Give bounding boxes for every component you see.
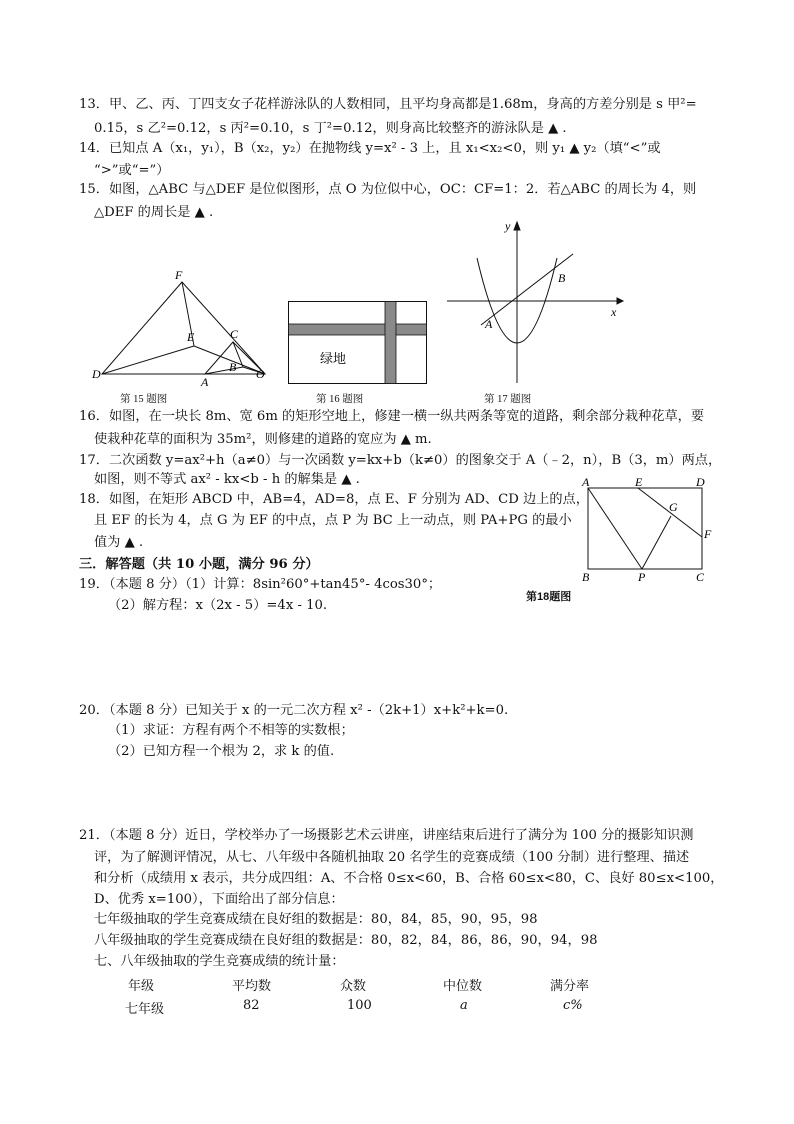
table-header-mode: 众数 (340, 979, 367, 994)
line-ab (481, 254, 573, 325)
q16-line2: 使栽种花草的面积为 35m²，则修建的道路的宽应为 ▲ m. (94, 432, 432, 447)
section-3-heading: 三．解答题（共 10 小题，满分 96 分） (79, 557, 319, 572)
label-f: F (704, 527, 712, 541)
label-e: E (187, 330, 195, 344)
q15-line1: 15．如图，△ABC 与△DEF 是位似图形，点 O 为位似中心，OC：CF=1：2．若△ABC 的周长为 4，则 (79, 182, 697, 197)
figure-15 (90, 262, 270, 392)
label-e: E (635, 475, 643, 489)
label-d: D (92, 367, 101, 381)
label-g: G (669, 500, 678, 514)
q21-line3: 和分析（成绩用 x 表示，共分成四组：A、不合格 0≤x<60，B、合格 60≤x<80，C、良好 80≤x<100， (94, 871, 724, 886)
q21-line7: 七、八年级抽取的学生竞赛成绩的统计量： (94, 954, 345, 969)
q20-line1: 20．（本题 8 分）已知关于 x 的一元二次方程 x² -（2k+1）x+k²+k=0. (79, 703, 509, 718)
label-p: P (638, 570, 646, 584)
fig18-caption: 第18题图 (526, 591, 572, 603)
label-b: B (558, 271, 566, 285)
rectangle-abcd (588, 488, 702, 569)
table-cell-mode: 100 (347, 998, 372, 1013)
table-header-full-rate: 满分率 (550, 979, 590, 994)
label-o: O (256, 367, 265, 381)
q18-line2: 且 EF 的长为 4，点 G 为 EF 的中点，点 P 为 BC 上一动点，则 PA+PG 的最小 (94, 513, 572, 528)
figure-16 (288, 301, 428, 384)
fig15-caption: 第 15 题图 (120, 394, 168, 405)
label-a: A (201, 375, 209, 389)
q16-line1: 16．如图，在一块长 8m、宽 6m 的矩形空地上，修建一横一纵共两条等宽的道路，剩余部分栽种花草，要 (79, 409, 705, 424)
q21-line2: 评，为了解测评情况，从七、八年级中各随机抽取 20 名学生的竞赛成绩（100 分制）进行整理、描述 (94, 850, 690, 865)
table-header-grade: 年级 (128, 979, 155, 994)
q13-line1: 13．甲、乙、丙、丁四支女子花样游泳队的人数相同，且平均身高都是1.68m，身高的方差分别是 s 甲²= (79, 97, 697, 112)
label-b: B (582, 570, 590, 584)
figure-17 (445, 218, 625, 388)
q17-line1: 17．二次函数 y=ax²+h（a≠0）与一次函数 y=kx+b（k≠0）的图象交于 A（﹣2，n），B（3，m）两点， (79, 453, 722, 468)
q18-line1: 18．如图，在矩形 ABCD 中，AB=4，AD=8，点 E、F 分别为 AD、CD 边上的点， (79, 492, 589, 507)
q21-line4: D、优秀 x=100），下面给出了部分信息： (94, 892, 344, 907)
table-cell-mean: 82 (243, 998, 260, 1013)
q20-line2: （1）求证：方程有两个不相等的实数根； (108, 723, 354, 738)
q13-line2: 0.15，s 乙²=0.12，s 丙²=0.10，s 丁²=0.12，则身高比较整齐的游泳队是 ▲ . (94, 121, 567, 136)
horizontal-road (289, 324, 427, 335)
q15-line2: △DEF 的周长是 ▲ . (94, 205, 214, 220)
label-f: F (175, 268, 183, 282)
table-cell-full-rate: c% (563, 998, 583, 1013)
q21-line1: 21．（本题 8 分）近日，学校举办了一场摄影艺术云讲座，讲座结束后进行了满分为 100 分的摄影知识测 (79, 828, 694, 843)
q19-line2: （2）解方程：x（2x - 5）=4x - 10. (108, 598, 328, 613)
q14-line2: “>”或“=”） (94, 163, 170, 178)
vertical-road (385, 302, 396, 384)
green-area-label: 绿地 (320, 351, 347, 366)
q14-line1: 14．已知点 A（x₁，y₁），B（x₂，y₂）在抛物线 y=x² - 3 上，且 x₁<x₂<0，则 y₁ ▲ y₂（填“<”或 (79, 141, 661, 156)
q21-line6: 八年级抽取的学生竞赛成绩在良好组的数据是：80，82，84，86，86，90，94，98 (94, 933, 598, 948)
q21-line5: 七年级抽取的学生竞赛成绩在良好组的数据是：80，84，85，90，95，98 (94, 912, 538, 927)
fig17-caption: 第 17 题图 (484, 394, 532, 405)
label-a: A (582, 475, 590, 489)
q18-line3: 值为 ▲ . (94, 535, 144, 550)
table-cell-grade: 七年级 (125, 1002, 165, 1017)
label-c: C (230, 327, 239, 341)
table-header-mean: 平均数 (232, 979, 272, 994)
fig16-caption: 第 16 题图 (316, 394, 364, 405)
label-d: D (696, 475, 705, 489)
label-b: B (229, 360, 237, 374)
label-y: y (505, 219, 511, 233)
q17-line2: 如图，则不等式 ax² - kx<b - h 的解集是 ▲ . (94, 472, 360, 487)
label-x: x (611, 305, 617, 319)
q19-line1: 19．（本题 8 分）（1）计算：8sin²60°+tan45°- 4cos30°； (79, 577, 442, 592)
figure-18 (578, 476, 718, 601)
label-a: A (485, 317, 493, 331)
table-header-median: 中位数 (443, 979, 483, 994)
label-c: C (696, 570, 705, 584)
table-cell-median: a (460, 998, 468, 1013)
q20-line3: （2）已知方程一个根为 2，求 k 的值. (108, 744, 335, 759)
